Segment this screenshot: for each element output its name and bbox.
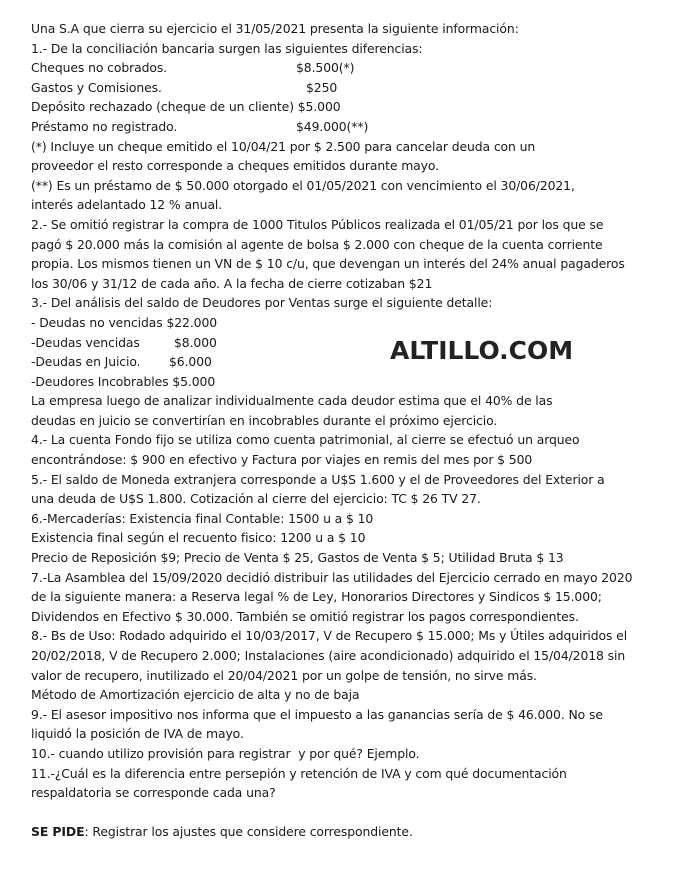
item-10-line: 10.- cuando utilizo provisión para registrar y por qué? Ejemplo. <box>31 745 420 761</box>
item-6-line: Precio de Reposición $9; Precio de Venta $ 25, Gastos de Venta $ 5; Utilidad Bruta $ 13 <box>31 550 564 566</box>
item-8-line: valor de recupero, inutilizado el 20/04/2021 por un golpe de tensión, no sirve más. <box>31 667 537 683</box>
item-8-line: 8.- Bs de Uso: Rodado adquirido el 10/03/2017, V de Recupero $ 15.000; Ms y Útiles adquiridos el <box>31 628 628 644</box>
debtor-row: - Deudas no vencidas $22.000 <box>31 314 218 330</box>
blank-line <box>31 803 695 823</box>
item-3-line: deudas en juicio se convertirían en incobrables durante el próximo ejercicio. <box>31 412 498 428</box>
item-9-line: 9.- El asesor impositivo nos informa que el impuesto a las ganancias sería de $ 46.000. No se <box>31 706 603 722</box>
item-7-line: Dividendos en Efectivo $ 30.000. También se omitió registrar los pagos correspondientes. <box>31 608 579 624</box>
debtor-row: -Deudas en Juicio. $6.000 <box>31 354 212 370</box>
item-3-line: La empresa luego de analizar individualmente cada deudor estima que el 40% de las <box>31 393 553 409</box>
footnote-line: interés adelantado 12 % anual. <box>31 197 223 213</box>
bank-row: Cheques no cobrados. $8.500(*) <box>31 60 355 76</box>
debtor-row: -Deudores Incobrables $5.000 <box>31 373 216 389</box>
item-7-line: de la siguiente manera: a Reserva legal % de Ley, Honorarios Directores y Sindicos $ 15.000; <box>31 589 602 605</box>
item-8-line: Método de Amortización ejercicio de alta y no de baja <box>31 687 360 703</box>
item-5-line: 5.- El saldo de Moneda extranjera corresponde a U$S 1.600 y el de Proveedores del Exterior a <box>31 471 605 487</box>
bank-row: Préstamo no registrado. $49.000(**) <box>31 118 369 134</box>
footnote-line: (**) Es un préstamo de $ 50.000 otorgado el 01/05/2021 con vencimiento el 30/06/2021, <box>31 177 575 193</box>
intro-line: Una S.A que cierra su ejercicio el 31/05/2021 presenta la siguiente información: <box>31 21 519 36</box>
item-11-line: respaldatoria se corresponde cada una? <box>31 785 276 801</box>
item-1-title: 1.- De la conciliación bancaria surgen las siguientes diferencias: <box>31 40 423 56</box>
item-6-line: 6.-Mercaderías: Existencia final Contable: 1500 u a $ 10 <box>31 510 374 526</box>
task-line <box>31 822 695 842</box>
task-text: : Registrar los ajustes que considere correspondiente. <box>84 824 413 840</box>
item-2-line: propia. Los mismos tienen un VN de $ 10 c/u, que devengan un interés del 24% anual pagaderos <box>31 256 625 272</box>
item-7-line: 7.-La Asamblea del 15/09/2020 decidió distribuir las utilidades del Ejercicio cerrado en mayo 2020 <box>31 569 633 585</box>
document-body <box>31 19 695 842</box>
item-4-line: encontrándose: $ 900 en efectivo y Factura por viajes en remis del mes por $ 500 <box>31 452 533 468</box>
bank-row: Gastos y Comisiones. $250 <box>31 79 338 95</box>
item-3-title: 3.- Del análisis del saldo de Deudores por Ventas surge el siguiente detalle: <box>31 295 493 311</box>
item-8-line: 20/02/2018, V de Recupero 2.000; Instalaciones (aire acondicionado) adquirido el 15/04/2018 sin <box>31 648 626 663</box>
task-label: SE PIDE <box>31 824 85 840</box>
watermark-logo: ALTILLO.COM <box>390 336 574 365</box>
bank-row: Depósito rechazado (cheque de un cliente) $5.000 <box>31 99 341 115</box>
item-2-line: pagó $ 20.000 más la comisión al agente de bolsa $ 2.000 con cheque de la cuenta corriente <box>31 236 603 252</box>
footnote-line: (*) Incluye un cheque emitido el 10/04/21 por $ 2.500 para cancelar deuda con un <box>31 138 536 154</box>
debtor-row: -Deudas vencidas $8.000 <box>31 334 217 350</box>
item-5-line: una deuda de U$S 1.800. Cotización al cierre del ejercicio: TC $ 26 TV 27. <box>31 491 481 507</box>
item-4-line: 4.- La cuenta Fondo fijo se utiliza como cuenta patrimonial, al cierre se efectuó un arqueo <box>31 432 580 448</box>
footnote-line: proveedor el resto corresponde a cheques emitidos durante mayo. <box>31 158 440 174</box>
item-11-line: 11.-¿Cuál es la diferencia entre persepión y retención de IVA y com qué documentación <box>31 765 567 781</box>
item-9-line: liquidó la posición de IVA de mayo. <box>31 726 244 742</box>
item-6-line: Existencia final según el recuento fisico: 1200 u a $ 10 <box>31 530 366 546</box>
item-2-line: 2.- Se omitió registrar la compra de 1000 Titulos Públicos realizada el 01/05/21 por los que se <box>31 216 604 232</box>
item-2-line: los 30/06 y 31/12 de cada año. A la fecha de cierre cotizaban $21 <box>31 275 433 291</box>
